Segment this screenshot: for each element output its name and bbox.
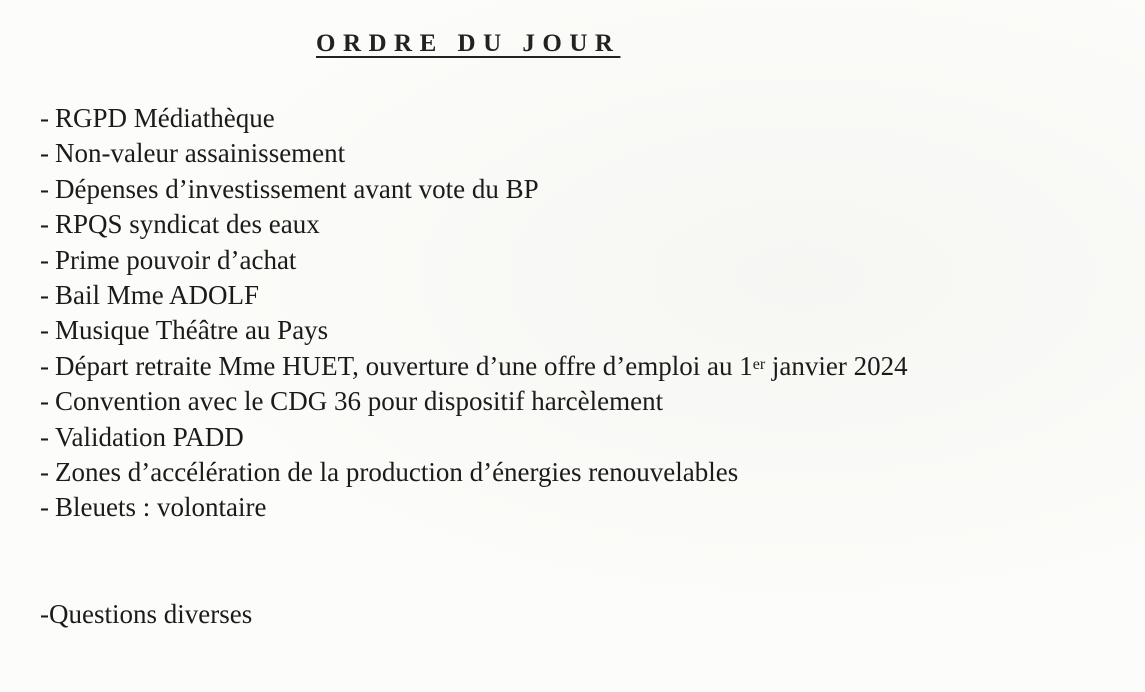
agenda-item-text: Bleuets : volontaire (55, 492, 267, 523)
bullet-dash: - (40, 315, 49, 346)
agenda-title: ORDRE DU JOUR (316, 30, 621, 57)
agenda-item-text: Dépenses d’investissement avant vote du BP (55, 173, 539, 204)
bullet-dash: - (40, 103, 49, 133)
bullet-dash: - (40, 280, 49, 311)
agenda-item-text: Départ retraite Mme HUET, ouverture d’une offre d’emploi au 1 (55, 350, 753, 381)
agenda-item (40, 136, 908, 171)
bullet-dash: - (40, 244, 49, 275)
bullet-dash: - (40, 386, 49, 417)
agenda-item-text-end: janvier 2024 (765, 350, 908, 381)
bullet-dash: - (40, 138, 49, 169)
bullet-dash: - (40, 599, 49, 629)
agenda-item (40, 172, 908, 207)
bullet-dash: - (40, 209, 49, 240)
bullet-dash: - (40, 173, 49, 204)
agenda-item-text: RPQS syndicat des eaux (55, 209, 320, 240)
ordinal-superscript: er (752, 355, 766, 373)
agenda-item-text: Validation PADD (55, 421, 244, 452)
agenda-item (40, 455, 908, 490)
agenda-item-text: Musique Théâtre au Pays (55, 315, 329, 346)
agenda-item-text: Non-valeur assainissement (55, 138, 346, 169)
agenda-item (40, 243, 908, 278)
agenda-item-misc (40, 597, 252, 632)
agenda-item-text: Zones d’accélération de la production d’énergies renouvelables (55, 457, 739, 488)
agenda-item (40, 384, 908, 419)
agenda-item (40, 490, 908, 525)
agenda-item (40, 101, 908, 136)
agenda-item-text: RGPD Médiathèque (55, 103, 275, 133)
agenda-item-text: Convention avec le CDG 36 pour dispositif harcèlement (55, 386, 664, 417)
agenda-item-text: Questions diverses (49, 599, 253, 629)
agenda-item (40, 313, 908, 348)
agenda-item (40, 349, 908, 384)
agenda-item (40, 420, 908, 455)
agenda-item-text: Prime pouvoir d’achat (55, 244, 297, 275)
agenda-item (40, 278, 908, 313)
agenda-item (40, 207, 908, 242)
agenda-item-text: Bail Mme ADOLF (55, 280, 260, 311)
bullet-dash: - (40, 350, 49, 381)
agenda-misc-list (40, 597, 252, 632)
agenda-list (40, 101, 908, 526)
bullet-dash: - (40, 492, 49, 523)
bullet-dash: - (40, 421, 49, 452)
bullet-dash: - (40, 457, 49, 488)
